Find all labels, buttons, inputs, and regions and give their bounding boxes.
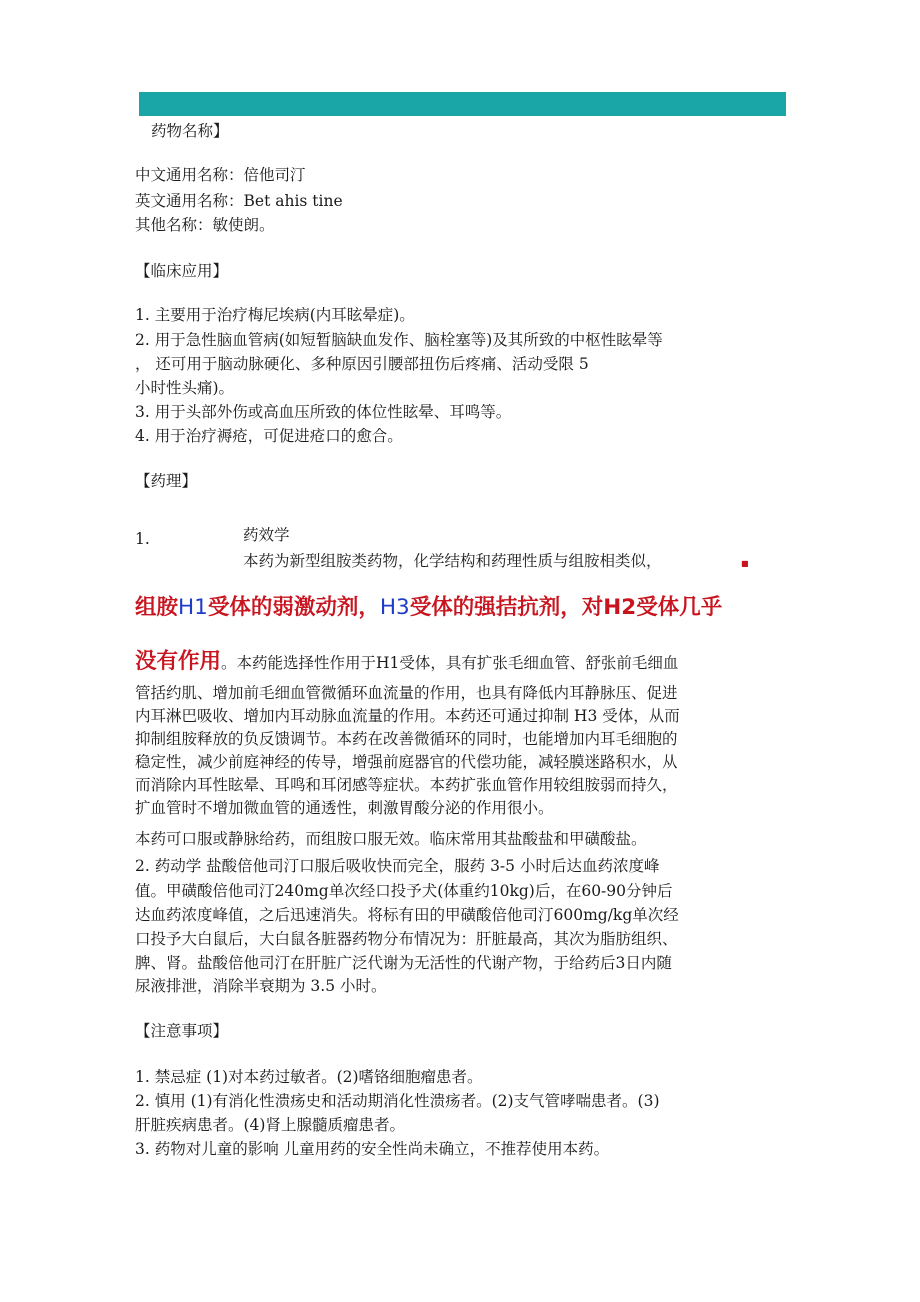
pharmacokinetics-line: 值。甲磺酸倍他司汀240mg单次经口投予犬(体重约10kg)后，在60-90分钟后 xyxy=(135,882,673,900)
en-name: 英文通用名称：Bet ahis tine xyxy=(135,192,343,210)
pharmacology-line: 本药可口服或静脉给药，而组胺口服无效。临床常用其盐酸盐和甲磺酸盐。 xyxy=(135,830,647,848)
pharmacokinetics-line: 口投予大白鼠后，大白鼠各脏器药物分布情况为：肝脏最高，其次为脂肪组织、 xyxy=(135,930,678,948)
precaution-line: 2. 慎用 (1)有消化性溃疡史和活动期消化性溃疡者。(2)支气管哮喘患者。(3) xyxy=(135,1092,660,1110)
small-red-mark: ■ xyxy=(741,559,749,568)
pharmacokinetics-line: 尿液排泄，消除半衰期为 3.5 小时。 xyxy=(135,977,387,995)
clinical-line: 1. 主要用于治疗梅尼埃病(内耳眩晕症)。 xyxy=(135,306,415,324)
highlight-text: 受体的弱激动剂， xyxy=(207,595,380,620)
highlight-line-2 xyxy=(135,648,678,677)
clinical-line: 4. 用于治疗褥疮，可促进疮口的愈合。 xyxy=(135,427,403,445)
clinical-line: 2. 用于急性脑血管病(如短暂脑缺血发作、脑栓塞等)及其所致的中枢性眩晕等 xyxy=(135,331,663,349)
pharmacology-intro: 本药为新型组胺类药物，化学结构和药理性质与组胺相类似， xyxy=(243,552,662,570)
pharmacodynamics-number: 1. xyxy=(135,530,150,548)
body-text: 。本药能选择性作用于H1受体，具有扩张毛细血管、舒张前毛细血 xyxy=(221,654,679,672)
pharmacology-line: 而消除内耳性眩晕、耳鸣和耳闭感等症状。本药扩张血管作用较组胺弱而持久， xyxy=(135,776,678,794)
pharmacology-line: 抑制组胺释放的负反馈调节。本药在改善微循环的同时，也能增加内耳毛细胞的 xyxy=(135,730,678,748)
precaution-line: 肝脏疾病患者。(4)肾上腺髓质瘤患者。 xyxy=(135,1116,405,1134)
pharmacokinetics-line: 脾、肾。盐酸倍他司汀在肝脏广泛代谢为无活性的代谢产物，于给药后3日内随 xyxy=(135,954,672,972)
other-name: 其他名称：敏使朗。 xyxy=(135,216,275,234)
clinical-line: 小时性头痛)。 xyxy=(135,379,235,397)
precaution-line: 3. 药物对儿童的影响 儿童用药的安全性尚未确立，不推荐使用本药。 xyxy=(135,1140,610,1158)
header-accent-bar xyxy=(139,92,786,116)
section-title-drug-name: 药物名称】 xyxy=(151,122,229,140)
clinical-line: ， 还可用于脑动脉硬化、多种原因引腰部扭伤后疼痛、活动受限 5 xyxy=(135,355,589,373)
pharmacokinetics-line: 达血药浓度峰值，之后迅速消失。将标有田的甲磺酸倍他司汀600mg/kg单次经 xyxy=(135,906,679,924)
pharmacology-line: 稳定性，减少前庭神经的传导，增强前庭器官的代偿功能，减轻膜迷路积水，从 xyxy=(135,753,678,771)
highlight-receptor-h1: H1 xyxy=(178,595,208,620)
section-heading-pharmacology: 【药理】 xyxy=(135,472,198,490)
highlight-text: 没有作用 xyxy=(135,649,222,674)
highlight-line-1 xyxy=(135,594,722,622)
pharmacology-line: 内耳淋巴吸收、增加内耳动脉血流量的作用。本药还可通过抑制 H3 受体，从而 xyxy=(135,707,680,725)
section-heading-precautions: 【注意事项】 xyxy=(135,1022,229,1040)
pharmacodynamics-title: 药效学 xyxy=(243,526,290,544)
highlight-text: 受体的强拮抗剂，对H2受体几乎 xyxy=(409,595,723,620)
cn-name: 中文通用名称：倍他司汀 xyxy=(135,166,306,184)
pharmacology-line: 扩血管时不增加微血管的通透性，刺激胃酸分泌的作用很小。 xyxy=(135,799,554,817)
precaution-line: 1. 禁忌症 (1)对本药过敏者。(2)嗜铬细胞瘤患者。 xyxy=(135,1068,483,1086)
highlight-text: 组胺 xyxy=(135,595,179,620)
highlight-receptor-h3: H3 xyxy=(379,595,410,620)
pharmacology-line: 管括约肌、增加前毛细血管微循环血流量的作用，也具有降低内耳静脉压、促进 xyxy=(135,684,678,702)
clinical-line: 3. 用于头部外伤或高血压所致的体位性眩晕、耳鸣等。 xyxy=(135,403,512,421)
section-heading-clinical: 【临床应用】 xyxy=(135,262,229,280)
pharmacokinetics-line: 2. 药动学 盐酸倍他司汀口服后吸收快而完全，服药 3-5 小时后达血药浓度峰 xyxy=(135,857,660,875)
